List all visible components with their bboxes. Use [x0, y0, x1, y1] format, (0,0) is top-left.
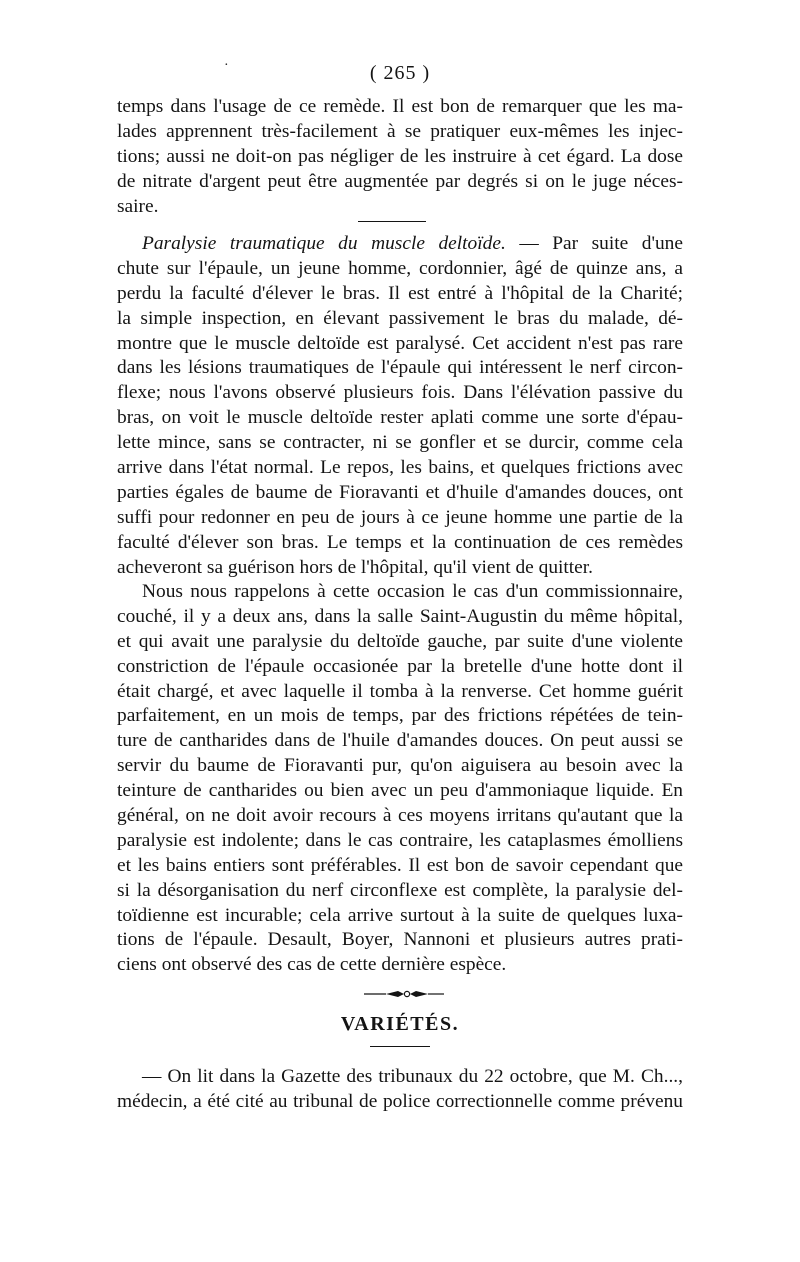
top-mark: · [224, 58, 229, 73]
para2-line-1: perdu la faculté d'élever le bras. Il est entré à l'hôpital de la Charité; [117, 282, 683, 304]
para2-line-10: suffi pour redonner en peu de jours à ce jeune homme une partie de la [117, 506, 683, 528]
para4-line-1: médecin, a été cité au tribunal de police correctionnelle comme prévenu [117, 1090, 683, 1112]
para2-line-11: faculté d'élever son bras. Le temps et la continuation de ces remèdes [117, 531, 683, 553]
para2-line-12: acheveront sa guérison hors de l'hôpital, qu'il vient de quitter. [117, 556, 594, 578]
para1-line-0: temps dans l'usage de ce remède. Il est bon de remarquer que les ma- [117, 96, 683, 117]
para3-line-1: couché, il y a deux ans, dans la salle Saint-Augustin du même hôpital, [117, 605, 683, 627]
para2-line-6: bras, on voit le muscle deltoïde rester aplati comme une sorte d'épau- [117, 407, 683, 429]
paragraph-3 [117, 580, 683, 978]
paragraph-2 [117, 232, 683, 580]
para3-line-4: était chargé, et avec laquelle il tomba à la renverse. Cet homme guérit [117, 680, 683, 702]
para1-line-1: lades apprennent très-facilement à se pratiquer eux-mêmes les injec- [117, 120, 683, 142]
para3-line-11: et les bains entiers sont préférables. Il est bon de savoir cependant que [117, 854, 683, 876]
para3-line-8: teinture de cantharides ou bien avec un peu d'ammoniaque liquide. En [117, 780, 683, 802]
para1-line-3: de nitrate d'argent peut être augmentée par degrés si on le juge néces- [117, 170, 683, 192]
para2-line-7: lette mince, sans se contracter, ni se gonfler et se durcir, comme cela [117, 432, 683, 454]
paragraph-2-first-rest: — Par suite d'une [505, 233, 683, 254]
para4-line-0: — On lit dans la Gazette des tribunaux du 22 octobre, que M. Ch..., [142, 1066, 683, 1087]
para3-line-12: si la désorganisation du nerf circonflexe est complète, la paralysie del- [117, 879, 683, 901]
para3-line-2: et qui avait une paralysie du deltoïde gauche, par suite d'une violente [117, 630, 683, 652]
para3-line-15: ciens ont observé des cas de cette dernière espèce. [117, 954, 507, 976]
para2-line-5: flexe; nous l'avons observé plusieurs fois. Dans l'élévation passive du [117, 382, 683, 404]
paragraph-4 [117, 1065, 683, 1115]
para3-line-3: constriction de l'épaule occasionée par la bretelle d'une hotte dont il [117, 655, 683, 677]
para3-line-5: parfaitement, en un mois de temps, par des frictions répétées de tein- [117, 705, 683, 727]
section-heading: VARIÉTÉS. [340, 1013, 460, 1035]
para2-line-0: chute sur l'épaule, un jeune homme, cordonnier, âgé de quinze ans, a [117, 257, 683, 279]
para3-line-14: tions de l'épaule. Desault, Boyer, Nannoni et plusieurs autres prati- [117, 929, 683, 951]
ornament-divider [364, 986, 444, 1002]
para3-line-7: servir du baume de Fioravanti pur, qu'on aiguisera au besoin avec la [117, 755, 683, 777]
para3-line-9: général, on ne doit avoir recours à ces moyens irritans qu'autant que la [117, 805, 683, 827]
para3-line-10: paralysie est indolente; dans le cas contraire, les cataplasmes émolliens [117, 829, 683, 851]
heading-rule [370, 1046, 430, 1047]
para2-line-8: arrive dans l'état normal. Le repos, les bains, et quelques frictions avec [117, 457, 683, 479]
paragraph-2-body [117, 257, 683, 581]
paragraph-2-line-0 [117, 232, 683, 257]
paragraph-1 [117, 95, 683, 219]
para2-line-4: dans les lésions traumatiques de l'épaule qui intéressent le nerf circon- [117, 357, 683, 379]
para1-line-2: tions; aussi ne doit-on pas négliger de les instruire à cet égard. La dose [117, 145, 683, 167]
para3-line-0: Nous nous rappelons à cette occasion le cas d'un commissionnaire, [142, 581, 683, 602]
para3-line-13: toïdienne est incurable; cela arrive surtout à la suite de quelques luxa- [117, 904, 683, 926]
page-number: ( 265 ) [369, 62, 431, 84]
para2-line-3: montre que le muscle deltoïde est paralysé. Cet accident n'est pas rare [117, 332, 683, 354]
para1-line-4: saire. [117, 195, 159, 217]
para2-line-2: la simple inspection, en élevant passivement le bras du malade, dé- [117, 307, 683, 329]
para3-line-6: ture de cantharides dans de l'huile d'amandes douces. On peut aussi se [117, 730, 683, 752]
section-rule [358, 221, 426, 222]
para2-line-9: parties égales de baume de Fioravanti et d'huile d'amandes douces, ont [117, 481, 683, 503]
paragraph-2-title: Paralysie traumatique du muscle deltoïde. [142, 233, 506, 254]
